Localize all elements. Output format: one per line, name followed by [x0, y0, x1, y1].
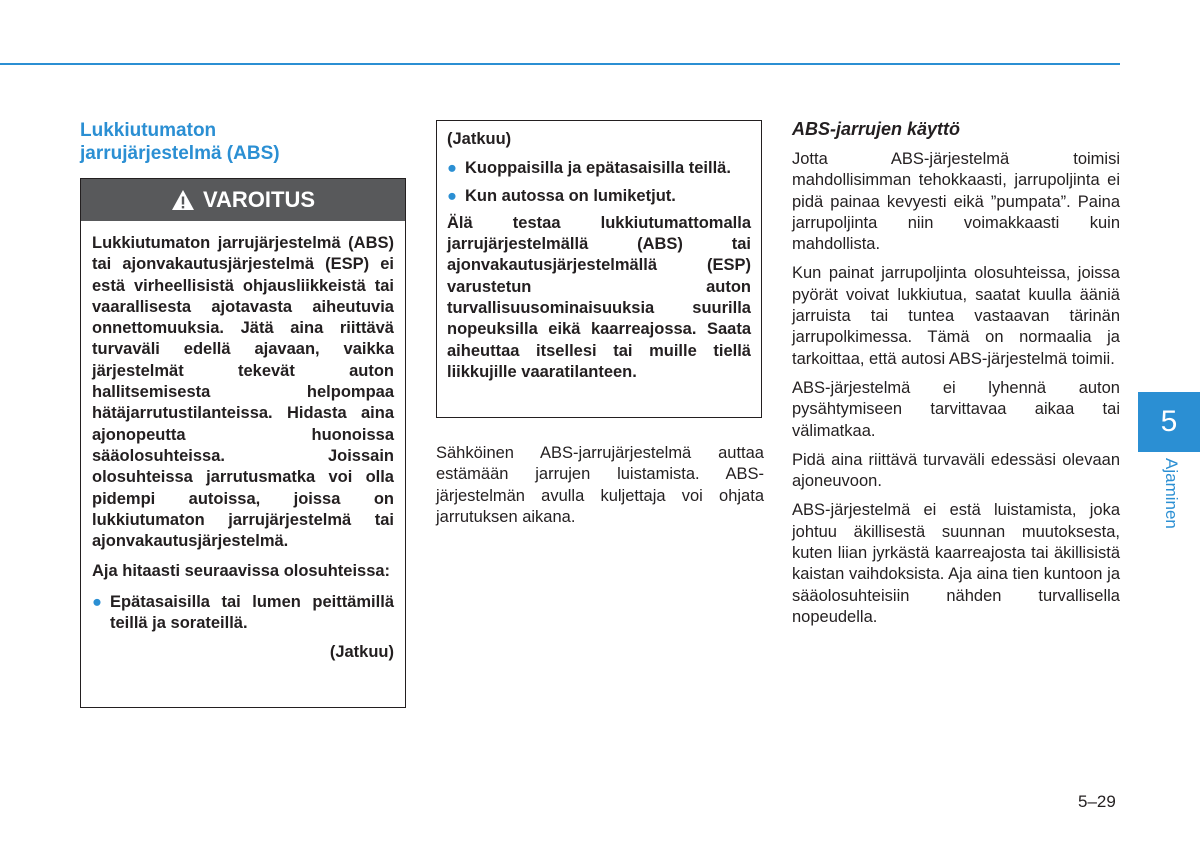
warning-paragraph: Lukkiutumaton jarrujärjestelmä (ABS) tai ajonvakautusjärjestelmä (ESP) ei estä virheellisistä ohjausliikkeistä tai vaarallisesta ajotavasta aiheutuvia onnettomuuksia. Jätä aina riittävä turvaväli edellä ajavaan, vaikka järjestelmät tekevät auton hallitsemisesta helpompaa hätäjarrutustilanteissa. Hidasta aina ajonopeutta huonoissa sääolosuhteissa. Joissain olosuhteissa jarrutusmatka voi olla pidempi autoissa, joissa on lukkiutumaton jarrujärjestelmä tai ajonvakautusjärjestelmä.	[92, 234, 394, 551]
continuation-bullet-text: Kuoppaisilla ja epätasaisilla teillä.	[465, 159, 731, 178]
continuation-bullet	[447, 158, 751, 179]
warning-bullet	[92, 592, 394, 635]
page-number: 5–29	[1078, 792, 1116, 811]
section-title	[80, 119, 410, 165]
continuation-paragraph: Älä testaa lukkiutumattomalla jarrujärjestelmällä (ABS) tai ajonvakautusjärjestelmällä (ESP) varustetun auton turvallisuusominaisuuksia suurilla nopeuksilla eikä kaarreajossa. Saata aiheuttaa itsellesi tai muille tiellä liikkujille vaaratilanteen.	[447, 213, 751, 381]
body-paragraph: Pidä aina riittävä turvaväli edessäsi olevaan ajoneuvoon.	[792, 450, 1120, 491]
chapter-tab	[1138, 392, 1200, 452]
body-paragraph: Kun painat jarrupoljinta olosuhteissa, joissa pyörät voivat lukkiutua, saatat kuulla ääniä jarruista tai tuntea vastaavan tärinän jarrupolkimessa. Tämä on normaalia ja tarkoittaa, että autosi ABS-järjestelmä toimii.	[792, 264, 1120, 368]
chapter-label: Ajaminen	[1162, 458, 1181, 529]
warning-bullet-text: Epätasaisilla tai lumen peittämillä teillä ja sorateillä.	[110, 592, 394, 633]
warning-body	[81, 221, 405, 664]
section-title-line2: jarrujärjestelmä (ABS)	[80, 143, 280, 164]
section-title-line1: Lukkiutumaton	[80, 120, 217, 141]
right-column	[792, 117, 1120, 636]
bullet-dot-icon: ●	[92, 592, 102, 611]
subsection-heading: ABS-jarrujen käyttö	[792, 119, 961, 139]
top-rule	[0, 63, 1120, 65]
continuation-bullet-text: Kun autossa on lumiketjut.	[465, 186, 676, 205]
warning-header	[81, 179, 405, 221]
body-paragraph: ABS-järjestelmä ei lyhennä auton pysähtymiseen tarvittavaa aikaa tai välimatkaa.	[792, 378, 1120, 440]
bullet-dot-icon: ●	[447, 186, 457, 205]
middle-text	[436, 443, 764, 536]
warning-paragraph: Aja hitaasti seuraavissa olosuhteissa:	[92, 562, 391, 581]
chapter-number: 5	[1160, 405, 1178, 438]
warning-title: VAROITUS	[202, 187, 316, 212]
continuation-box	[436, 120, 762, 418]
continuation-header: (Jatkuu)	[447, 130, 512, 148]
continued-label: (Jatkuu)	[329, 643, 394, 662]
continuation-bullet	[447, 186, 751, 207]
warning-triangle-icon	[171, 189, 195, 211]
middle-paragraph: Sähköinen ABS-jarrujärjestelmä auttaa estämään jarrujen luistamista. ABS-järjestelmän avulla kuljettaja voi ohjata jarrutuksen aikana.	[436, 444, 764, 526]
bullet-dot-icon: ●	[447, 159, 457, 178]
warning-box	[80, 178, 406, 708]
body-paragraph: Jotta ABS-järjestelmä toimisi mahdollisimman tehokkaasti, jarrupoljinta ei pidä painaa kevyesti eikä ”pumpata”. Paina jarrupoljinta niin voimakkaasti kuin mahdollista.	[792, 150, 1120, 254]
body-paragraph: ABS-järjestelmä ei estä luistamista, joka johtuu äkillisestä suunnan muutoksesta, kuten liian jyrkästä kaarreajosta tai äkillisistä kaistan vaihdoksista. Aja aina tien kuntoon ja sääolosuhteisiin nähden turvallisella nopeudella.	[792, 501, 1120, 626]
